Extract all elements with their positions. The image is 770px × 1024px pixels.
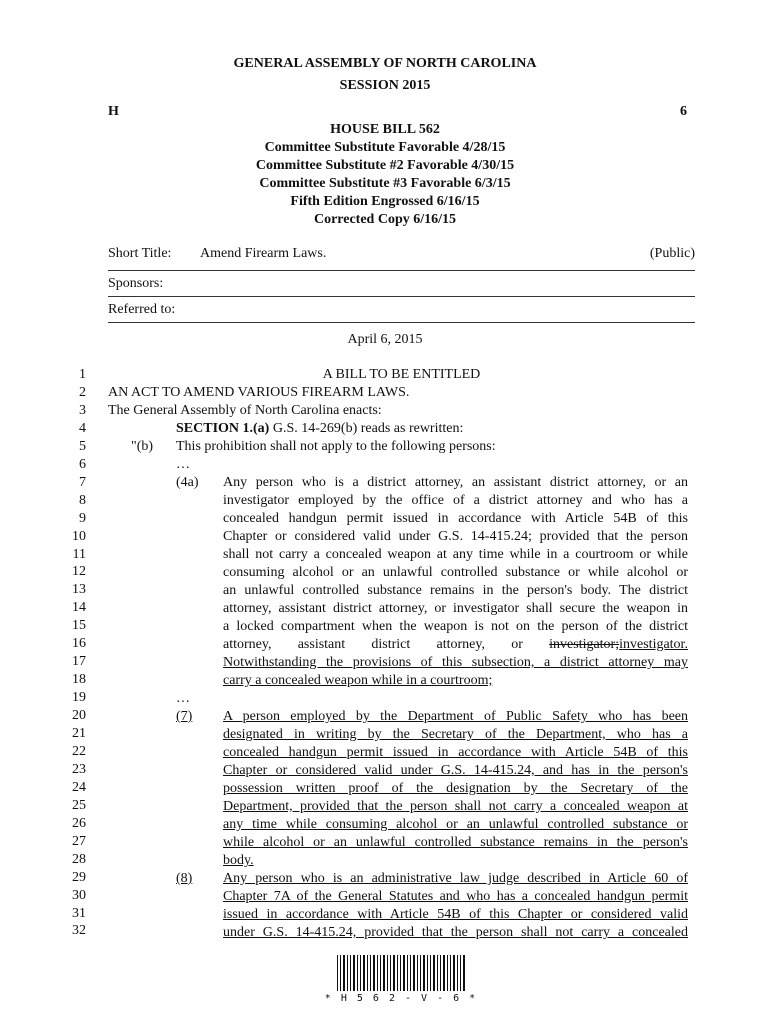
line-number: 30 <box>72 887 86 903</box>
line-number: 31 <box>72 905 86 921</box>
line-number: 7 <box>79 474 86 490</box>
inserted-line: A person employed by the Department of Public Safety who has been <box>223 709 688 724</box>
paragraph-line: consuming alcohol or an unlawful controlled substance or while alcohol or <box>223 565 688 580</box>
history-line: Committee Substitute Favorable 4/28/15 <box>264 140 506 155</box>
act-title: AN ACT TO AMEND VARIOUS FIREARM LAWS. <box>108 385 410 400</box>
line-number: 1 <box>79 367 86 382</box>
barcode-bar <box>463 955 465 991</box>
line-number: 12 <box>72 564 86 580</box>
barcode-bar <box>390 955 391 991</box>
line-number: 15 <box>72 618 86 634</box>
inserted-line: Department, provided that the person shall not carry a concealed weapon at <box>223 799 688 814</box>
barcode-bar <box>347 955 348 991</box>
bill-date: April 6, 2015 <box>347 332 423 347</box>
line-number: 14 <box>72 600 86 616</box>
short-title: Amend Firearm Laws. <box>200 246 327 261</box>
inserted-line: while alcohol or an unlawful controlled substance remains in the person's <box>223 835 688 850</box>
inserted-line: Notwithstanding the provisions of this subsection, a district attorney may <box>223 655 688 670</box>
paragraph-line: shall not carry a concealed weapon at any time while in a courtroom or while <box>223 547 688 562</box>
barcode-bar <box>423 955 425 991</box>
line-number: 17 <box>72 654 86 670</box>
line-number: 3 <box>79 402 86 418</box>
line-number: 22 <box>72 743 86 759</box>
inserted-line: carry a concealed weapon while in a courtroom; <box>223 673 493 688</box>
line-number: 24 <box>72 779 86 795</box>
short-title-row <box>108 246 695 262</box>
barcode-bar <box>397 955 398 991</box>
barcode-bar <box>373 955 375 991</box>
line-number: 25 <box>72 797 86 813</box>
barcode-bar <box>420 955 421 991</box>
paragraph-line: concealed handgun permit issued in accordance with Article 54B of this <box>223 511 688 526</box>
inserted-line: Chapter 7A of the General Statutes and who has a concealed handgun permit <box>223 889 688 904</box>
word: or <box>511 637 523 652</box>
inserted-line: Chapter or considered valid under G.S. 14-415.24, and has in the person's <box>223 763 688 778</box>
line-number: 6 <box>79 456 86 472</box>
short-title-label: Short Title: <box>108 246 172 261</box>
inserted-line: concealed handgun permit issued in accordance with Article 54B of this <box>223 745 688 760</box>
barcode-bar <box>370 955 371 991</box>
barcode-bar <box>417 955 418 991</box>
line-number: 13 <box>72 582 86 598</box>
line-number: 10 <box>72 528 86 544</box>
section-label: SECTION 1.(a) <box>176 421 270 436</box>
subsection-label: "(b) <box>131 439 154 454</box>
bill-entitled: A BILL TO BE ENTITLED <box>322 367 481 382</box>
word: district <box>371 637 411 652</box>
barcode-bar <box>400 955 401 991</box>
paragraph-label: (8) <box>176 871 193 886</box>
inserted-line: possession written proof of the designation by the Secretary of the <box>223 781 688 796</box>
line-number: 23 <box>72 761 86 777</box>
line-number: 8 <box>79 492 86 508</box>
line-number: 26 <box>72 815 86 831</box>
barcode-bar <box>430 955 431 991</box>
paragraph-line: Any person who is a district attorney, an assistant district attorney, or an <box>223 475 688 490</box>
line-number: 4 <box>79 420 86 436</box>
barcode-bar <box>337 955 338 991</box>
barcode-bar <box>427 955 428 991</box>
line-number: 9 <box>79 510 86 526</box>
struck-text: investigator; <box>549 637 620 652</box>
barcode-bar <box>357 955 358 991</box>
public-label: (Public) <box>649 246 695 261</box>
barcode-bar <box>360 955 361 991</box>
inserted-line: body. <box>223 853 254 868</box>
barcode-bar <box>353 955 355 991</box>
barcode-bar <box>437 955 438 991</box>
divider <box>108 322 695 323</box>
ellipsis: … <box>176 457 190 472</box>
inserted-line: under G.S. 14-415.24, provided that the person shall not carry a concealed <box>223 925 688 940</box>
barcode-bar <box>383 955 385 991</box>
paragraph-line: Chapter or considered valid under G.S. 14-415.24; provided that the person <box>223 529 688 544</box>
barcode-bar <box>413 955 415 991</box>
divider <box>108 270 695 271</box>
barcode-bar <box>367 955 368 991</box>
amendment <box>549 636 688 654</box>
history-line: Corrected Copy 6/16/15 <box>313 212 457 227</box>
barcode-bar <box>387 955 388 991</box>
barcode-bar <box>410 955 411 991</box>
inserted-line: any time while consuming alcohol or an unlawful controlled substance or <box>223 817 688 832</box>
ellipsis: … <box>176 691 190 706</box>
inserted-line: Any person who is an administrative law judge described in Article 60 of <box>223 871 688 886</box>
barcode-bar <box>363 955 365 991</box>
barcode-bar <box>407 955 408 991</box>
line-number: 2 <box>79 384 86 400</box>
line-number: 5 <box>79 438 86 454</box>
word: attorney, <box>436 637 485 652</box>
subsection-text: This prohibition shall not apply to the following persons: <box>176 439 496 454</box>
line-number: 21 <box>72 726 86 741</box>
barcode-bar <box>343 955 345 991</box>
line-number: 16 <box>72 636 86 652</box>
barcode-bar <box>380 955 381 991</box>
barcode-bar <box>457 955 458 991</box>
history-line: Committee Substitute #3 Favorable 6/3/15 <box>259 176 511 191</box>
barcode-bar <box>393 955 395 991</box>
referred-label: Referred to: <box>108 302 176 317</box>
line-number: 32 <box>72 923 86 939</box>
section-heading <box>176 420 463 438</box>
inserted-text: investigator. <box>619 637 688 652</box>
word: attorney, <box>223 637 272 652</box>
line-number: 18 <box>72 672 86 688</box>
paragraph-label: (4a) <box>176 475 199 490</box>
barcode-bar <box>447 955 448 991</box>
line-number: 27 <box>72 833 86 849</box>
enacting-clause: The General Assembly of North Carolina enacts: <box>108 403 382 418</box>
history-line: Fifth Edition Engrossed 6/16/15 <box>290 194 480 209</box>
chamber-mark: H <box>108 104 119 119</box>
barcode-bar <box>403 955 405 991</box>
barcode-bar <box>340 955 341 991</box>
barcode-bar <box>377 955 378 991</box>
barcode-bar <box>440 955 441 991</box>
barcode-bar <box>350 955 351 991</box>
inserted-line: issued in accordance with Article 54B of this Chapter or considered valid <box>223 907 688 922</box>
barcode-bar <box>453 955 455 991</box>
barcode <box>337 955 465 991</box>
barcode-bar <box>450 955 451 991</box>
session-title: SESSION 2015 <box>339 78 431 93</box>
paragraph-line: investigator employed by the office of a district attorney and who has a <box>223 493 688 508</box>
barcode-bar <box>443 955 445 991</box>
paragraph-line: a locked compartment when the weapon is not on the person of the district <box>223 619 688 634</box>
paragraph-line: an unlawful controlled substance remains in the person's body. The district <box>223 583 688 598</box>
history-line: Committee Substitute #2 Favorable 4/30/15 <box>255 158 515 173</box>
divider <box>108 296 695 297</box>
barcode-bar <box>433 955 435 991</box>
section-text: G.S. 14-269(b) reads as rewritten: <box>272 421 464 436</box>
amended-line <box>223 636 688 654</box>
inserted-line: designated in writing by the Secretary of the Department, who has a <box>223 727 688 742</box>
paragraph-line: attorney, assistant district attorney, or investigator shall secure the weapon in <box>223 601 688 616</box>
word: assistant <box>297 637 346 652</box>
bill-number: HOUSE BILL 562 <box>330 122 440 137</box>
line-number: 19 <box>72 690 86 706</box>
line-number: 11 <box>72 546 86 562</box>
sponsors-label: Sponsors: <box>108 276 164 291</box>
line-number: 29 <box>72 869 86 885</box>
assembly-title: GENERAL ASSEMBLY OF NORTH CAROLINA <box>233 56 537 71</box>
line-number: 20 <box>72 708 86 724</box>
barcode-bar <box>460 955 461 991</box>
line-number: 28 <box>72 851 86 867</box>
edition-mark: 6 <box>680 104 687 119</box>
paragraph-label: (7) <box>176 709 193 724</box>
barcode-text: * H 5 6 2 - V - 6 * <box>324 993 478 1004</box>
